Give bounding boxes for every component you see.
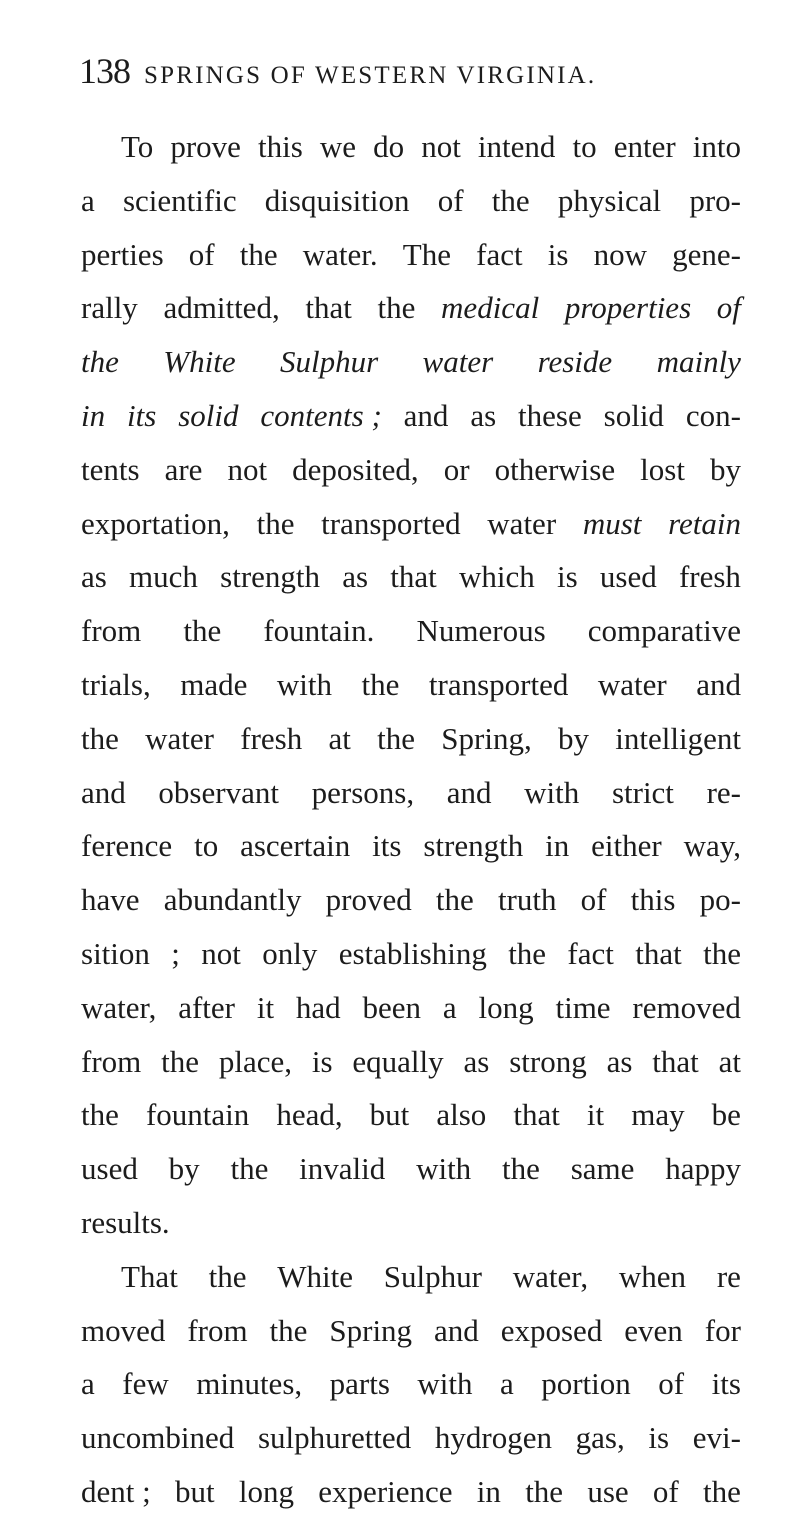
word: pro- (689, 182, 741, 218)
word: comparative (587, 613, 741, 649)
italic-word: medical (441, 290, 540, 326)
word: with (276, 666, 333, 702)
word: strict (611, 774, 674, 810)
word: The (402, 236, 451, 272)
word: it (256, 989, 275, 1025)
word: disquisition (264, 182, 410, 218)
word: moved (81, 1312, 166, 1348)
word: strength (423, 828, 524, 864)
word: which (459, 559, 535, 595)
word: into (692, 129, 741, 164)
word: parts (329, 1366, 390, 1402)
text-line (81, 1035, 741, 1089)
body-text (81, 120, 741, 1519)
word: water (597, 666, 667, 702)
italic-word: water (422, 344, 494, 380)
word: use (587, 1473, 629, 1509)
word: made (180, 666, 248, 702)
word: long (238, 1473, 295, 1509)
word: po- (699, 882, 741, 918)
word: the (435, 882, 474, 918)
word: prove (170, 129, 241, 164)
word: its (711, 1366, 741, 1402)
word: the (239, 236, 278, 272)
word: at (328, 720, 351, 756)
text-line (81, 281, 741, 335)
text-line (81, 120, 741, 174)
word: transported (321, 505, 461, 541)
word: that (305, 290, 352, 326)
italic-word: solid (178, 397, 239, 433)
word: intend (477, 129, 556, 164)
word: the (703, 1473, 741, 1509)
text-line (81, 550, 741, 604)
word: head, (276, 1097, 343, 1133)
word: not (227, 451, 268, 487)
word: scientific (122, 182, 237, 218)
word: portion (541, 1366, 631, 1402)
word: con- (685, 397, 741, 433)
text-line (81, 1088, 741, 1142)
word: only (262, 935, 318, 971)
word: in (545, 828, 570, 864)
word: of (188, 236, 215, 272)
italic-word: of (716, 290, 741, 326)
word: lost (640, 451, 685, 487)
text-line (81, 1250, 741, 1304)
word: the (377, 290, 416, 326)
word: water. (302, 236, 378, 272)
word: exportation, (81, 505, 230, 541)
word: the (269, 1312, 308, 1348)
word: hydrogen (434, 1420, 552, 1456)
text-line (81, 1142, 741, 1196)
word: not (201, 935, 241, 971)
word: transported (428, 666, 569, 702)
italic-word: mainly (656, 344, 741, 380)
word: truth (497, 882, 557, 918)
italic-word: in (81, 397, 106, 433)
word: is (648, 1420, 670, 1456)
word: invalid (299, 1151, 386, 1187)
word: this (630, 882, 676, 918)
word: that (390, 559, 437, 595)
word: intelligent (615, 720, 741, 756)
word: a (81, 182, 95, 218)
word: the (81, 720, 119, 756)
word: sition (81, 935, 150, 971)
word: trials, (81, 666, 151, 702)
word: water, (512, 1258, 589, 1294)
word: the (256, 505, 295, 541)
word: had (295, 989, 341, 1025)
word: fountain (145, 1097, 250, 1133)
text-line (81, 335, 741, 389)
word: the (502, 1151, 540, 1187)
text-line (81, 1465, 741, 1519)
word: as (342, 559, 369, 595)
word: strength (220, 559, 321, 595)
word: happy (665, 1151, 741, 1187)
word: that (652, 1043, 699, 1079)
text-line (81, 604, 741, 658)
word: water, (81, 989, 157, 1025)
word: but (369, 1097, 410, 1133)
italic-word: reside (537, 344, 613, 380)
word: ascertain (240, 828, 351, 864)
word: equally (352, 1043, 444, 1079)
word: is (311, 1043, 333, 1079)
word: as (463, 1043, 490, 1079)
word: either (591, 828, 662, 864)
text-line (81, 712, 741, 766)
word: water (145, 720, 214, 756)
word: fresh (678, 559, 741, 595)
word: way, (683, 828, 741, 864)
word: the (161, 1043, 199, 1079)
italic-word: must (582, 505, 642, 541)
word: and (696, 666, 741, 702)
word: ; (171, 935, 180, 971)
word: To (121, 129, 154, 164)
word: even (624, 1312, 683, 1348)
text-line (81, 1196, 741, 1250)
word: been (362, 989, 422, 1025)
word: from (81, 1043, 142, 1079)
word: abundantly (163, 882, 302, 918)
word: the (703, 935, 741, 971)
word: place, (218, 1043, 292, 1079)
text-line (81, 1304, 741, 1358)
word: re (716, 1258, 741, 1294)
text-line (81, 819, 741, 873)
italic-word: contents ; (260, 397, 382, 433)
word: as (606, 1043, 633, 1079)
word: from (187, 1312, 248, 1348)
word: used (81, 1151, 138, 1187)
word: from (81, 613, 142, 649)
word: are (164, 451, 203, 487)
word: of (652, 1473, 679, 1509)
word: admitted, (163, 290, 280, 326)
word: and (81, 774, 126, 810)
word: gene- (672, 236, 741, 272)
word: physical (557, 182, 662, 218)
word: we (319, 129, 357, 164)
word: sulphuretted (257, 1420, 412, 1456)
word: the (491, 182, 530, 218)
word: by (709, 451, 741, 487)
word: minutes, (196, 1366, 303, 1402)
word: fountain. (263, 613, 375, 649)
word: solid (603, 397, 664, 433)
word: a (81, 1366, 95, 1402)
word: uncombined (81, 1420, 235, 1456)
word: or (443, 451, 470, 487)
word: the (183, 613, 222, 649)
word: same (570, 1151, 635, 1187)
word: as (470, 397, 497, 433)
text-line (81, 766, 741, 820)
word: to (194, 828, 219, 864)
word: re- (706, 774, 741, 810)
word: Spring (329, 1312, 413, 1348)
word: these (518, 397, 582, 433)
italic-word: the (81, 344, 119, 380)
word: and (434, 1312, 479, 1348)
word: with (524, 774, 580, 810)
word: Sulphur (383, 1258, 482, 1294)
word: White (277, 1258, 353, 1294)
word: That (121, 1258, 178, 1294)
word: fact (476, 236, 523, 272)
word: the (508, 935, 547, 971)
word: after (178, 989, 235, 1025)
word: of (437, 182, 464, 218)
word: few (122, 1366, 169, 1402)
word: of (580, 882, 607, 918)
word: of (658, 1366, 685, 1402)
word: enter (613, 129, 676, 164)
word: with (416, 1151, 472, 1187)
word: much (129, 559, 198, 595)
word: with (417, 1366, 473, 1402)
italic-word: its (127, 397, 157, 433)
word: water (487, 505, 557, 541)
text-line (81, 1357, 741, 1411)
word: do (373, 129, 405, 164)
word: and (446, 774, 492, 810)
word: time (555, 989, 611, 1025)
word: used (599, 559, 657, 595)
word: gas, (575, 1420, 625, 1456)
word: the (377, 720, 416, 756)
italic-word: Sulphur (279, 344, 379, 380)
word: long (478, 989, 534, 1025)
word: its (372, 828, 402, 864)
word: the (230, 1151, 269, 1187)
word: ference (81, 828, 173, 864)
word: in (476, 1473, 501, 1509)
word: not (421, 129, 461, 164)
word: at (718, 1043, 741, 1079)
word: proved (325, 882, 412, 918)
word: exposed (500, 1312, 603, 1348)
text-line (81, 1411, 741, 1465)
word: the (361, 666, 400, 702)
word: evi- (692, 1420, 741, 1456)
word: dent ; (81, 1473, 151, 1509)
word: a (442, 989, 457, 1025)
word: is (547, 236, 569, 272)
word: tents (81, 451, 140, 487)
text-line (81, 981, 741, 1035)
word: strong (509, 1043, 587, 1079)
word: may (631, 1097, 685, 1133)
word: that (635, 935, 682, 971)
word: that (513, 1097, 560, 1133)
word: by (168, 1151, 200, 1187)
word: the (208, 1258, 247, 1294)
word: observant (158, 774, 279, 810)
word: for (704, 1312, 741, 1348)
word: the (81, 1097, 119, 1133)
word: a (499, 1366, 514, 1402)
word: rally (81, 290, 138, 326)
word: otherwise (494, 451, 616, 487)
word: Numerous (416, 613, 546, 649)
word: this (258, 129, 303, 164)
word: to (572, 129, 597, 164)
word: be (711, 1097, 741, 1133)
word: by (557, 720, 589, 756)
word: the (525, 1473, 564, 1509)
word: perties (81, 236, 164, 272)
word: deposited, (292, 451, 419, 487)
text-line (81, 927, 741, 981)
word: removed (632, 989, 741, 1025)
word: fact (567, 935, 614, 971)
text-line (81, 497, 741, 551)
text-line (81, 174, 741, 228)
word: have (81, 882, 140, 918)
italic-word: properties (564, 290, 692, 326)
text-line (81, 658, 741, 712)
text-line (81, 873, 741, 927)
word: when (618, 1258, 687, 1294)
text-line (81, 228, 741, 282)
word: it (586, 1097, 605, 1133)
word: experience (318, 1473, 453, 1509)
text-line (81, 443, 741, 497)
word: results. (81, 1204, 170, 1240)
italic-word: retain (668, 505, 741, 541)
text-line (81, 389, 741, 443)
running-header (79, 50, 739, 100)
word: persons, (311, 774, 415, 810)
italic-word: White (163, 344, 236, 380)
word: Spring, (441, 720, 532, 756)
word: also (436, 1097, 487, 1133)
page-number: 138 (79, 51, 130, 91)
word: establishing (338, 935, 487, 971)
word: and (403, 397, 449, 433)
word: is (556, 559, 578, 595)
word: now (593, 236, 647, 272)
word: fresh (240, 720, 303, 756)
word: as (81, 559, 107, 595)
running-title: SPRINGS OF WESTERN VIRGINIA. (144, 62, 597, 89)
word: but (175, 1473, 215, 1509)
